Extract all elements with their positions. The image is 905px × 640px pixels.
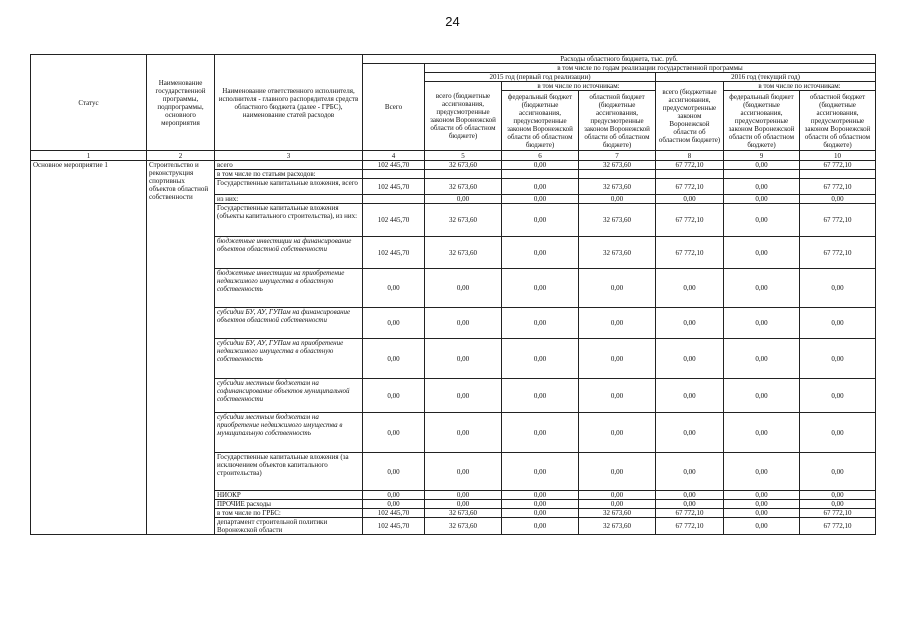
column-number: 6 — [502, 151, 579, 161]
header-year-2015: 2015 год (первый год реализации) — [425, 73, 656, 82]
value-cell: 102 445,70 — [363, 518, 425, 535]
value-cell: 0,00 — [800, 308, 876, 339]
value-cell: 67 772,10 — [800, 237, 876, 269]
header-status: Статус — [31, 55, 147, 151]
value-cell: 32 673,60 — [425, 509, 502, 518]
value-cell: 102 445,70 — [363, 237, 425, 269]
value-cell: 0,00 — [363, 500, 425, 509]
column-number: 8 — [656, 151, 724, 161]
value-cell: 0,00 — [724, 339, 800, 379]
value-cell: 0,00 — [502, 500, 579, 509]
value-cell: 0,00 — [724, 453, 800, 491]
value-cell: 0,00 — [800, 269, 876, 308]
column-number: 9 — [724, 151, 800, 161]
value-cell: 0,00 — [579, 269, 656, 308]
value-cell: 0,00 — [502, 491, 579, 500]
value-cell — [724, 170, 800, 179]
column-number: 1 — [31, 151, 147, 161]
value-cell: 0,00 — [425, 379, 502, 413]
value-cell: 67 772,10 — [656, 161, 724, 170]
value-cell: 0,00 — [363, 339, 425, 379]
header-program: Наименование государственной программы, подпрограммы, основного мероприятия — [147, 55, 215, 151]
value-cell: 0,00 — [724, 491, 800, 500]
column-number: 2 — [147, 151, 215, 161]
value-cell: 0,00 — [656, 491, 724, 500]
value-cell: 0,00 — [800, 491, 876, 500]
header-federal-2015: федеральный бюджет (бюджетные ассигнования, предусмотренные законом Воронежской области об областном бюджете) — [502, 91, 579, 151]
value-cell: 0,00 — [502, 204, 579, 237]
value-cell: 67 772,10 — [656, 179, 724, 195]
value-cell: 0,00 — [502, 379, 579, 413]
expense-item-label: всего — [215, 161, 363, 170]
value-cell: 32 673,60 — [425, 237, 502, 269]
value-cell: 32 673,60 — [579, 237, 656, 269]
column-number: 7 — [579, 151, 656, 161]
value-cell: 0,00 — [800, 453, 876, 491]
value-cell: 0,00 — [579, 339, 656, 379]
table-row — [31, 161, 876, 170]
expense-item-label: бюджетные инвестиции на приобретение недвижимого имущества в областную собственность — [215, 269, 363, 308]
value-cell: 0,00 — [579, 195, 656, 204]
value-cell: 67 772,10 — [656, 204, 724, 237]
value-cell: 0,00 — [724, 179, 800, 195]
header-federal-2016: федеральный бюджет (бюджетные ассигнования, предусмотренные законом Воронежской области об областном бюджете) — [724, 91, 800, 151]
value-cell: 67 772,10 — [800, 518, 876, 535]
value-cell: 0,00 — [724, 379, 800, 413]
value-cell: 0,00 — [724, 161, 800, 170]
header-total-2016: всего (бюджетные ассигнования, предусмотренные законом Воронежской области об областном бюджете) — [656, 82, 724, 151]
value-cell: 0,00 — [800, 379, 876, 413]
value-cell — [425, 170, 502, 179]
value-cell: 0,00 — [502, 413, 579, 453]
expense-item-label: Государственные капитальные вложения (за исключением объектов капитального строительства) — [215, 453, 363, 491]
value-cell: 32 673,60 — [425, 161, 502, 170]
column-number: 10 — [800, 151, 876, 161]
value-cell: 32 673,60 — [425, 204, 502, 237]
value-cell: 0,00 — [502, 179, 579, 195]
value-cell: 0,00 — [363, 491, 425, 500]
value-cell: 0,00 — [724, 518, 800, 535]
value-cell: 32 673,60 — [579, 509, 656, 518]
value-cell: 32 673,60 — [425, 179, 502, 195]
expense-item-label: НИОКР — [215, 491, 363, 500]
value-cell: 32 673,60 — [425, 518, 502, 535]
expense-item-label: в том числе по ГРБС: — [215, 509, 363, 518]
value-cell — [656, 170, 724, 179]
expense-item-label: ПРОЧИЕ расходы — [215, 500, 363, 509]
value-cell: 102 445,70 — [363, 509, 425, 518]
value-cell: 0,00 — [656, 269, 724, 308]
value-cell: 0,00 — [656, 413, 724, 453]
value-cell: 0,00 — [502, 161, 579, 170]
value-cell: 67 772,10 — [656, 518, 724, 535]
value-cell: 0,00 — [579, 413, 656, 453]
value-cell: 0,00 — [425, 339, 502, 379]
expense-item-label: субсидии БУ, АУ, ГУПам на финансирование объектов областной собственности — [215, 308, 363, 339]
value-cell: 0,00 — [579, 379, 656, 413]
value-cell: 0,00 — [425, 500, 502, 509]
value-cell — [800, 170, 876, 179]
value-cell: 0,00 — [800, 413, 876, 453]
value-cell: 32 673,60 — [579, 179, 656, 195]
value-cell: 0,00 — [363, 413, 425, 453]
value-cell: 0,00 — [425, 308, 502, 339]
value-cell: 0,00 — [502, 237, 579, 269]
value-cell: 0,00 — [579, 453, 656, 491]
header-by-years: в том числе по годам реализации государственной программы — [425, 64, 876, 73]
value-cell: 0,00 — [363, 379, 425, 413]
value-cell: 0,00 — [800, 195, 876, 204]
value-cell: 0,00 — [502, 453, 579, 491]
column-number: 4 — [363, 151, 425, 161]
value-cell: 0,00 — [656, 379, 724, 413]
expense-item-label: в том числе по статьям расходов: — [215, 170, 363, 179]
value-cell: 0,00 — [502, 509, 579, 518]
value-cell: 0,00 — [656, 308, 724, 339]
value-cell — [579, 170, 656, 179]
value-cell: 0,00 — [800, 500, 876, 509]
header-executor: Наименование ответственного исполнителя, исполнителя - главного распорядителя средств областного бюджета (далее - ГРБС), наименование статей расходов — [215, 55, 363, 151]
value-cell: 32 673,60 — [579, 518, 656, 535]
value-cell: 102 445,70 — [363, 179, 425, 195]
value-cell: 67 772,10 — [800, 509, 876, 518]
expense-item-label: субсидии БУ, АУ, ГУПам на приобретение недвижимого имущества в областную собственность — [215, 339, 363, 379]
value-cell: 0,00 — [724, 204, 800, 237]
expense-item-label: департамент строительной политики Воронежской области — [215, 518, 363, 535]
value-cell: 0,00 — [724, 500, 800, 509]
status-cell: Основное мероприятие 1 — [31, 161, 147, 535]
value-cell: 0,00 — [425, 491, 502, 500]
value-cell: 0,00 — [724, 413, 800, 453]
value-cell — [363, 170, 425, 179]
page-number: 24 — [445, 14, 460, 29]
table-body — [31, 161, 876, 535]
value-cell: 0,00 — [724, 509, 800, 518]
value-cell: 0,00 — [502, 518, 579, 535]
value-cell: 0,00 — [502, 269, 579, 308]
expense-item-label: Государственные капитальные вложения (объекты капитального строительства), из них: — [215, 204, 363, 237]
value-cell: 0,00 — [502, 195, 579, 204]
value-cell: 0,00 — [724, 195, 800, 204]
header-total: Всего — [363, 64, 425, 151]
expense-item-label: субсидии местным бюджетам на софинансирование объектов муниципальной собственности — [215, 379, 363, 413]
value-cell: 0,00 — [656, 500, 724, 509]
header-total-2015: всего (бюджетные ассигнования, предусмотренные законом Воронежской области об областном бюджете) — [425, 82, 502, 151]
value-cell: 0,00 — [363, 453, 425, 491]
header-expenses: Расходы областного бюджета, тыс. руб. — [363, 55, 876, 64]
value-cell: 0,00 — [363, 308, 425, 339]
value-cell: 0,00 — [363, 269, 425, 308]
value-cell: 102 445,70 — [363, 161, 425, 170]
value-cell: 67 772,10 — [800, 161, 876, 170]
value-cell: 0,00 — [502, 339, 579, 379]
value-cell: 0,00 — [800, 339, 876, 379]
value-cell: 67 772,10 — [656, 509, 724, 518]
header-regional-2016: областной бюджет (бюджетные ассигнования, предусмотренные законом Воронежской области об областном бюджете) — [800, 91, 876, 151]
column-number-row — [31, 151, 876, 161]
value-cell: 0,00 — [724, 308, 800, 339]
value-cell: 32 673,60 — [579, 204, 656, 237]
value-cell: 0,00 — [502, 308, 579, 339]
value-cell: 0,00 — [656, 195, 724, 204]
header-sources-2015: в том числе по источникам: — [502, 82, 656, 91]
column-number: 5 — [425, 151, 502, 161]
program-cell: Строительство и реконструкция спортивных объектов областной собственности — [147, 161, 215, 535]
value-cell: 0,00 — [656, 453, 724, 491]
header-year-2016: 2016 год (текущий год) — [656, 73, 876, 82]
value-cell: 0,00 — [425, 269, 502, 308]
value-cell: 0,00 — [425, 195, 502, 204]
value-cell — [502, 170, 579, 179]
value-cell: 0,00 — [579, 491, 656, 500]
budget-table — [30, 54, 876, 535]
value-cell: 0,00 — [724, 269, 800, 308]
value-cell: 102 445,70 — [363, 204, 425, 237]
value-cell: 0,00 — [579, 500, 656, 509]
value-cell: 0,00 — [724, 237, 800, 269]
value-cell — [363, 195, 425, 204]
value-cell: 32 673,60 — [579, 161, 656, 170]
value-cell: 0,00 — [425, 413, 502, 453]
expense-item-label: Государственные капитальные вложения, всего — [215, 179, 363, 195]
column-number: 3 — [215, 151, 363, 161]
value-cell: 67 772,10 — [800, 204, 876, 237]
value-cell: 0,00 — [579, 308, 656, 339]
value-cell: 67 772,10 — [800, 179, 876, 195]
value-cell: 0,00 — [425, 453, 502, 491]
header-regional-2015: областной бюджет (бюджетные ассигнования, предусмотренные законом Воронежской области об областном бюджете) — [579, 91, 656, 151]
value-cell: 67 772,10 — [656, 237, 724, 269]
value-cell: 0,00 — [656, 339, 724, 379]
header-sources-2016: в том числе по источникам: — [724, 82, 876, 91]
expense-item-label: бюджетные инвестиции на финансирование объектов областной собственности — [215, 237, 363, 269]
expense-item-label: из них: — [215, 195, 363, 204]
expense-item-label: субсидии местным бюджетам на приобретение недвижимого имущества в муниципальную собственность — [215, 413, 363, 453]
